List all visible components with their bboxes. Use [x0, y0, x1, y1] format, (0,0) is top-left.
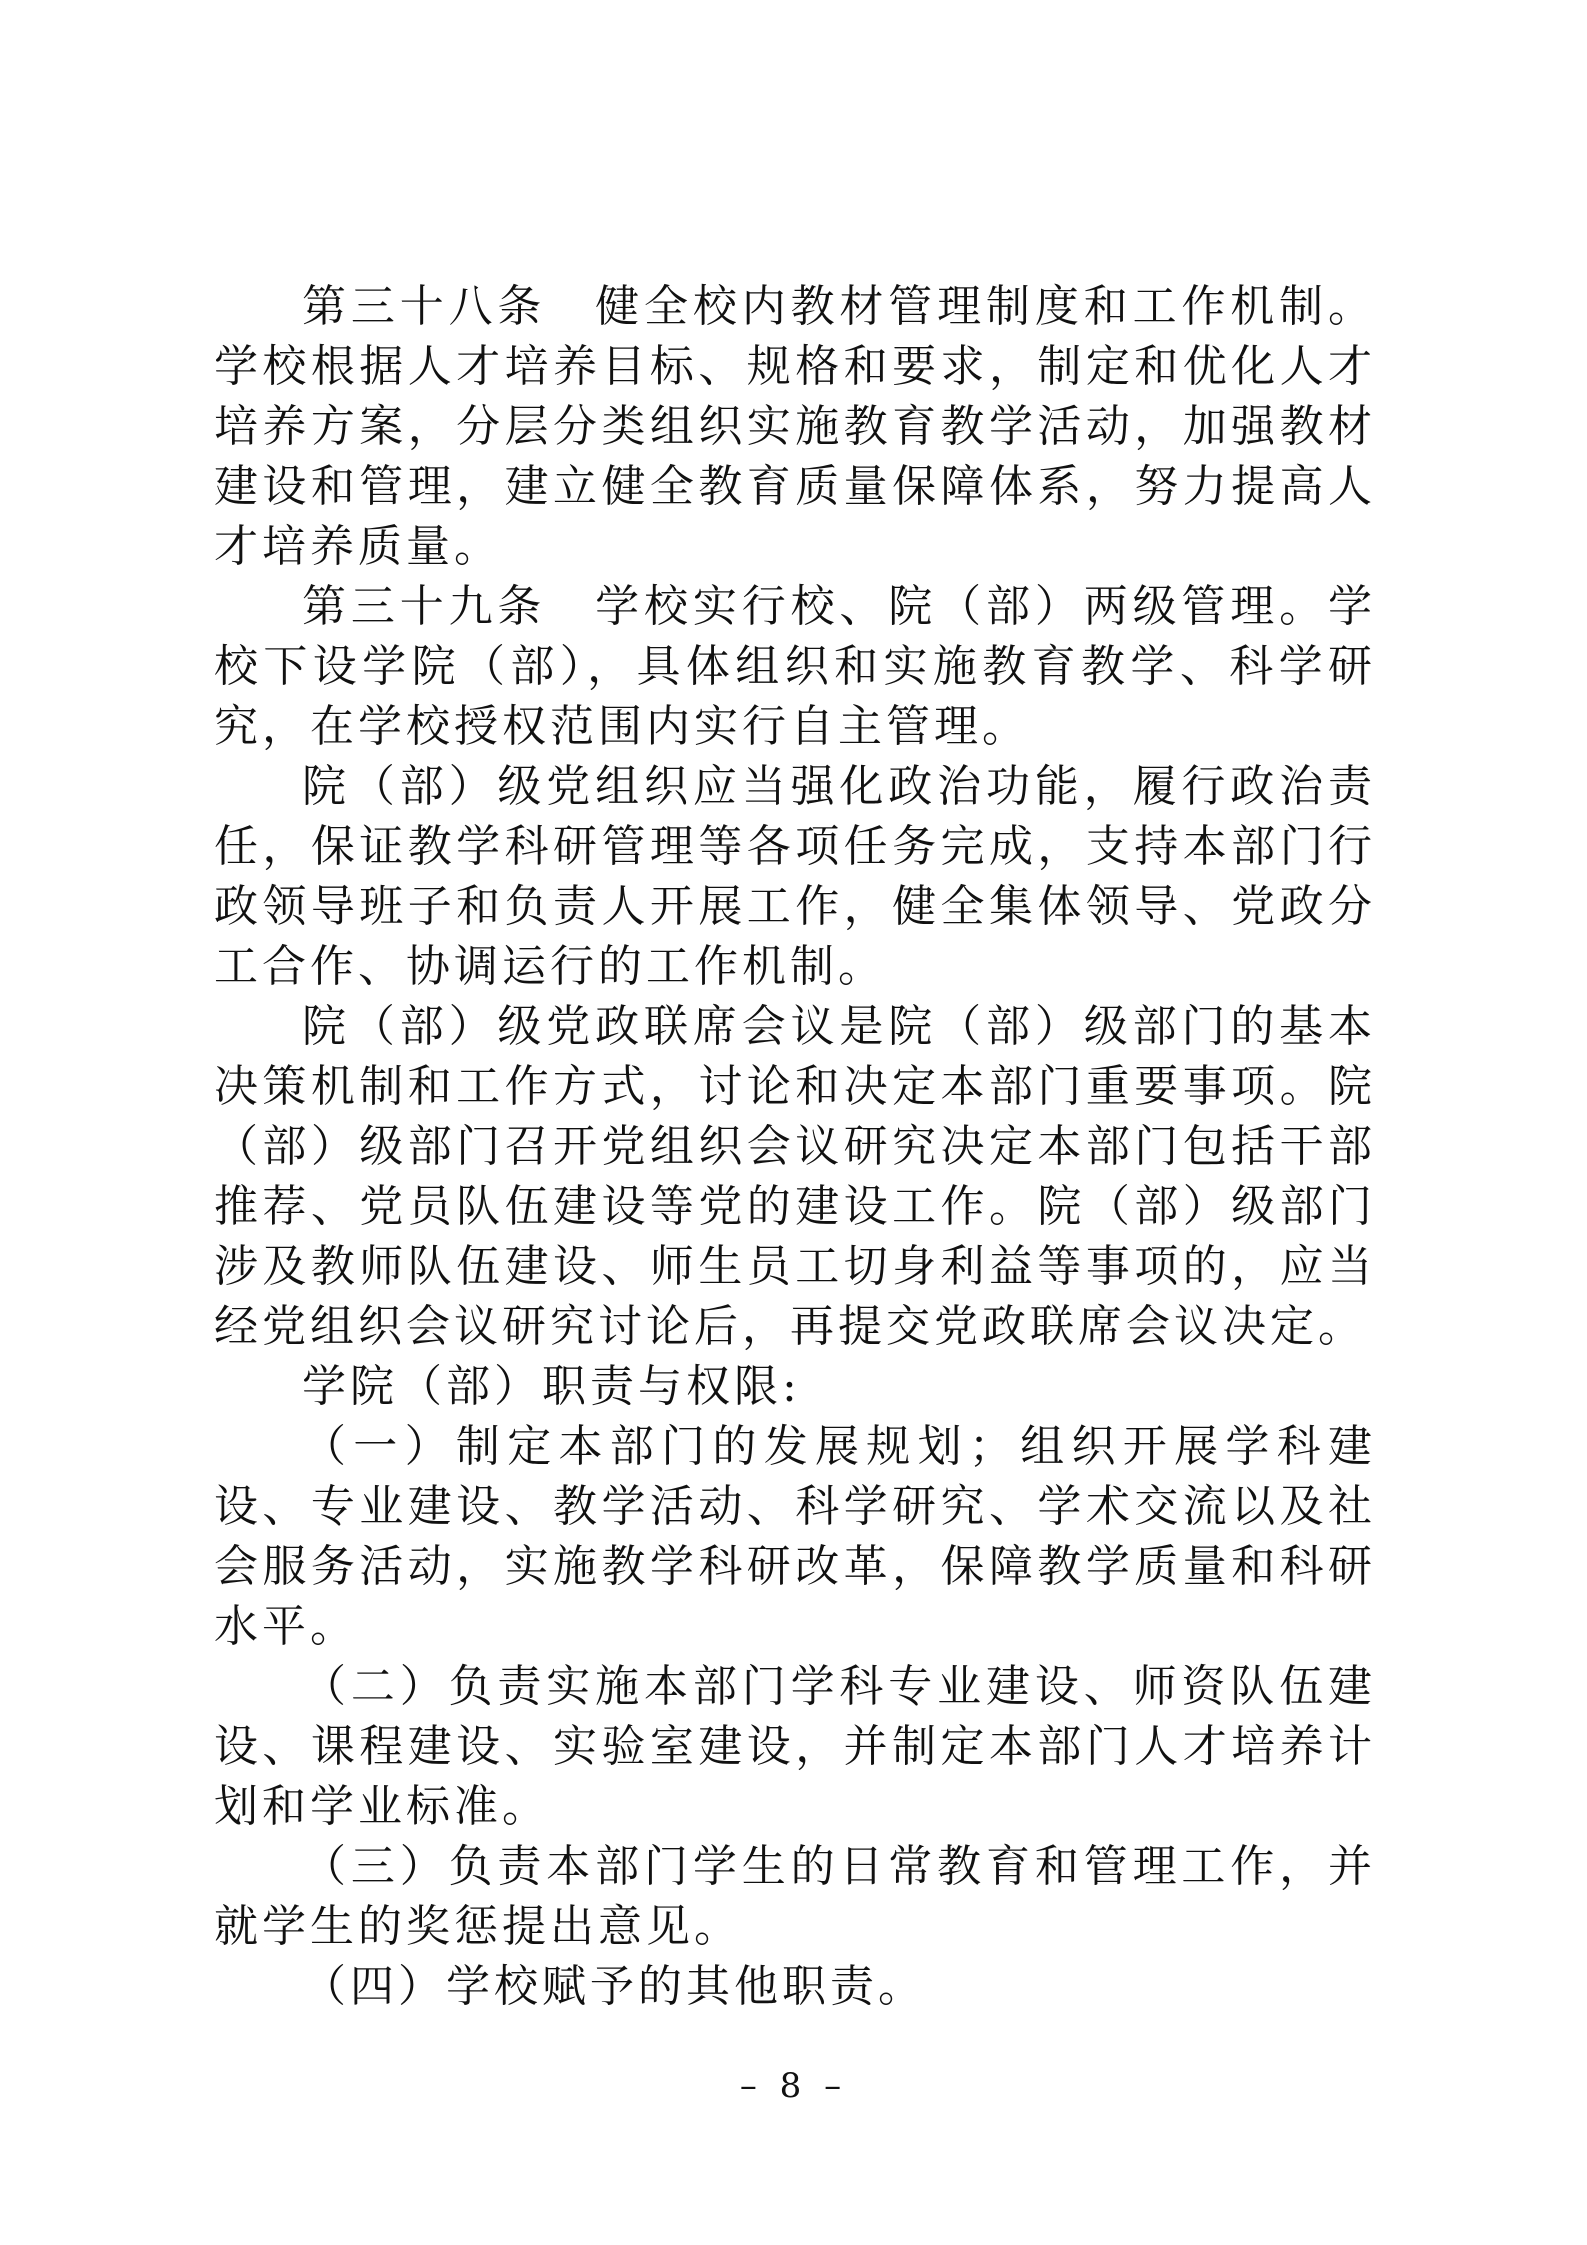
- duties-heading: 学院（部）职责与权限:: [302, 1361, 801, 1412]
- document-body: [214, 277, 1376, 2017]
- article-39-paragraph: 第三十九条 学校实行校、院（部）两级管理。学校下设学院（部），具体组织和实施教育教学、科学研究，在学校授权范围内实行自主管理。: [214, 581, 1376, 752]
- duty-item-1: （一）制定本部门的发展规划；组织开展学科建设、专业建设、教学活动、科学研究、学术交流以及社会服务活动，实施教学科研改革，保障教学质量和科研水平。: [214, 1421, 1376, 1652]
- joint-meeting-paragraph: 院（部）级党政联席会议是院（部）级部门的基本决策机制和工作方式，讨论和决定本部门重要事项。院（部）级部门召开党组织会议研究决定本部门包括干部推荐、党员队伍建设等党的建设工作。院（部）级部门涉及教师队伍建设、师生员工切身利益等事项的，应当经党组织会议研究讨论后，再提交党政联席会议决定。: [214, 1001, 1376, 1352]
- duty-item-2: （二）负责实施本部门学科专业建设、师资队伍建设、课程建设、实验室建设，并制定本部门人才培养计划和学业标准。: [214, 1661, 1376, 1832]
- page-number: – 8 –: [739, 2066, 848, 2106]
- duty-item-3: （三）负责本部门学生的日常教育和管理工作，并就学生的奖惩提出意见。: [214, 1841, 1376, 1952]
- party-organization-paragraph: 院（部）级党组织应当强化政治功能，履行政治责任，保证教学科研管理等各项任务完成，支持本部门行政领导班子和负责人开展工作，健全集体领导、党政分工合作、协调运行的工作机制。: [214, 761, 1376, 992]
- duty-item-4: （四）学校赋予的其他职责。: [302, 1961, 926, 2012]
- article-38-paragraph: 第三十八条 健全校内教材管理制度和工作机制。学校根据人才培养目标、规格和要求，制定和优化人才培养方案，分层分类组织实施教育教学活动，加强教材建设和管理，建立健全教育质量保障体系，努力提高人才培养质量。: [214, 281, 1376, 572]
